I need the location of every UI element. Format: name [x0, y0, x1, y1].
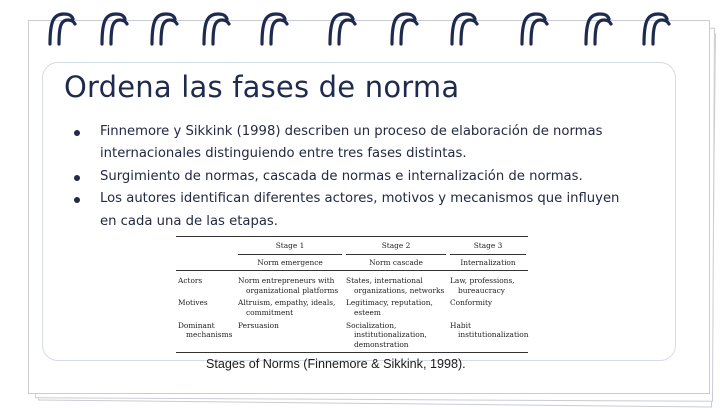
bullet-dot-icon — [74, 175, 80, 181]
bullet-text: Finnemore y Sikkink (1998) describen un proceso de elaboración de normas internacionales distinguiendo entre tres fases distintas. — [100, 124, 603, 162]
stage-header: Stage 3 — [448, 237, 528, 254]
spiral-ring-icon — [204, 14, 229, 44]
phase-header: Norm cascade — [346, 254, 446, 268]
table-cell: Conformity — [450, 298, 493, 308]
row-label: Motives — [178, 298, 208, 308]
table-cell: Persuasion — [236, 318, 344, 353]
table-header-stages — [176, 237, 528, 254]
table-row — [176, 318, 528, 353]
row-label: Actors — [176, 271, 236, 296]
stage-header: Stage 2 — [344, 237, 448, 254]
spiral-ring-icon — [644, 14, 669, 44]
bullet-dot-icon — [74, 197, 80, 203]
spiral-binding — [0, 6, 720, 50]
table-cell: Norm entrepreneurs with organizational platforms — [236, 271, 344, 296]
bullet-item — [70, 166, 640, 188]
bullet-dot-icon — [74, 130, 80, 136]
phase-header: Internalization — [450, 254, 526, 268]
spiral-ring-icon — [452, 14, 477, 44]
spiral-ring-icon — [330, 14, 355, 44]
spiral-ring-icon — [102, 14, 127, 44]
table-cell: States, international organizations, networks — [344, 271, 448, 296]
bullet-list — [70, 121, 640, 233]
spiral-ring-icon — [50, 14, 75, 44]
phase-header: Norm emergence — [238, 254, 342, 268]
bullet-text: Surgimiento de normas, cascada de normas e internalización de normas. — [100, 168, 583, 184]
table-header-phases — [176, 254, 528, 271]
spiral-ring-icon — [152, 14, 177, 44]
table-caption: Stages of Norms (Finnemore & Sikkink, 1998). — [206, 357, 466, 371]
table-row — [176, 295, 528, 317]
bullet-item — [70, 188, 640, 233]
table-cell: Altruism, empathy, ideals, commitment — [238, 298, 336, 317]
table-cell: Law, professions, bureaucracy — [448, 271, 528, 296]
slide-title: Ordena las fases de norma — [64, 70, 460, 104]
table-cell: Socialization, institutionalization, demonstration — [344, 318, 448, 353]
spiral-ring-icon — [522, 14, 547, 44]
spiral-ring-icon — [262, 14, 287, 44]
table-cell: Habit institutionalization — [448, 318, 528, 353]
stage-header: Stage 1 — [236, 237, 344, 254]
bullet-item — [70, 121, 640, 166]
spiral-ring-icon — [392, 14, 417, 44]
table-row — [176, 271, 528, 296]
norm-stages-table — [176, 236, 528, 353]
table-cell: Legitimacy, reputation, esteem — [346, 298, 433, 317]
row-label: Dominant mechanisms — [176, 318, 236, 353]
spiral-ring-icon — [586, 14, 611, 44]
bullet-text: Los autores identifican diferentes actores, motivos y mecanismos que influyen en cada una de las etapas. — [100, 191, 620, 229]
